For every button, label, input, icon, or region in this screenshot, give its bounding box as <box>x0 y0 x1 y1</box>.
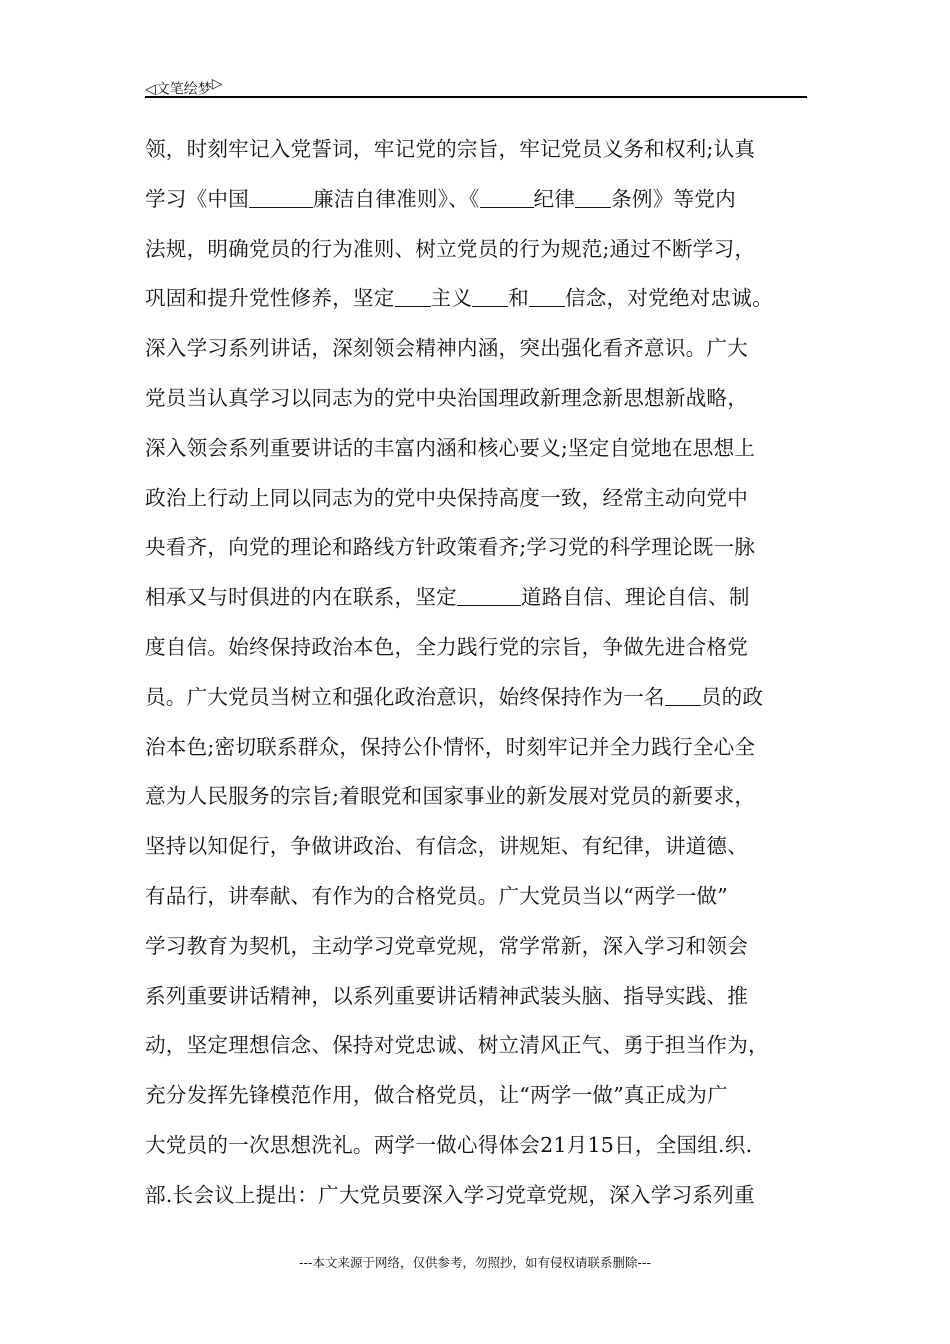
text-segment: 有品行，讲奉献、有作为的合格党员。广大党员当以“两学一做” <box>145 883 728 908</box>
fill-blank <box>395 284 431 307</box>
text-segment: 巩固和提升党性修养，坚定 <box>145 286 395 311</box>
text-line <box>145 1021 810 1071</box>
text-segment: 学习教育为契机，主动学习党章党规，常学常新，深入学习和领会 <box>145 933 749 958</box>
text-segment: 度自信。始终保持政治本色，全力践行党的宗旨，争做先进合格党 <box>145 634 749 659</box>
text-segment: 治本色;密切联系群众，保持公仆情怀，时刻牢记并全力践行全心全 <box>145 734 756 759</box>
text-line <box>145 822 810 872</box>
text-line <box>145 872 810 922</box>
text-segment: 政治上行动上同以同志为的党中央保持高度一致，经常主动向党中 <box>145 485 749 510</box>
footer-note: ---本文来源于网络，仅供参考，勿照抄，如有侵权请联系删除--- <box>298 1255 652 1270</box>
text-segment: 相承又与时俱进的内在联系，坚定 <box>145 585 457 610</box>
text-segment: 坚持以知促行，争做讲政治、有信念，讲规矩、有纪律，讲道德、 <box>145 834 749 859</box>
text-segment: 大党员的一次思想洗礼。两学一做心得体会21月15日，全国组.织. <box>145 1132 753 1157</box>
document-body <box>145 125 810 1221</box>
text-segment: 纪律 <box>533 186 576 211</box>
text-line <box>145 125 810 175</box>
text-segment: 和 <box>508 286 529 311</box>
text-line <box>145 424 810 474</box>
text-segment: 员的政 <box>700 684 764 709</box>
text-line <box>145 772 810 822</box>
fill-blank <box>472 284 508 307</box>
text-segment: 党员当认真学习以同志为的党中央治国理政新理念新思想新战略， <box>145 385 749 410</box>
text-segment: 深入领会系列重要讲话的丰富内涵和核心要义;坚定自觉地在思想上 <box>145 435 756 460</box>
left-triangle-icon: ◁ <box>145 81 156 98</box>
text-line <box>145 972 810 1022</box>
text-segment: 法规，明确党员的行为准则、树立党员的行为规范;通过不断学习， <box>145 236 756 261</box>
text-line <box>145 274 810 324</box>
text-segment: 廉洁自律准则》、《 <box>312 186 480 211</box>
fill-blank <box>249 185 313 208</box>
text-segment: 充分发挥先锋模范作用，做合格党员，让“两学一做”真正成为广 <box>145 1083 728 1108</box>
text-line <box>145 175 810 225</box>
fill-blank <box>529 284 565 307</box>
text-segment: 学习《中国 <box>145 186 249 211</box>
page-header <box>145 74 807 98</box>
text-segment: 信念，对党绝对忠诚。 <box>564 286 773 311</box>
header-title: 文笔绘梦 <box>155 81 212 98</box>
fill-blank <box>480 185 534 208</box>
text-line <box>145 474 810 524</box>
text-line <box>145 324 810 374</box>
text-line <box>145 225 810 275</box>
text-line <box>145 573 810 623</box>
text-line <box>145 723 810 773</box>
text-segment: 动，坚定理想信念、保持对党忠诚、树立清风正气、勇于担当作为， <box>145 1033 769 1058</box>
text-line <box>145 523 810 573</box>
text-segment: 意为人民服务的宗旨;着眼党和国家事业的新发展对党员的新要求， <box>145 784 756 809</box>
text-segment: 系列重要讲话精神，以系列重要讲话精神武装头脑、指导实践、推 <box>145 983 749 1008</box>
text-segment: 主义 <box>430 286 473 311</box>
text-segment: 深入学习系列讲话，深刻领会精神内涵，突出强化看齐意识。广大 <box>145 336 749 361</box>
text-segment: 条例》等党内 <box>611 186 736 211</box>
text-line <box>145 673 810 723</box>
fill-blank <box>457 583 521 606</box>
text-line <box>145 623 810 673</box>
text-line <box>145 1121 810 1171</box>
text-line <box>145 1171 810 1221</box>
text-segment: 部.长会议上提出：广大党员要深入学习党章党规，深入学习系列重 <box>145 1182 755 1207</box>
text-segment: 员。广大党员当树立和强化政治意识，始终保持作为一名 <box>145 684 665 709</box>
text-segment: 央看齐，向党的理论和路线方针政策看齐;学习党的科学理论既一脉 <box>145 535 756 560</box>
fill-blank <box>665 683 701 706</box>
text-line <box>145 922 810 972</box>
text-segment: 领，时刻牢记入党誓词，牢记党的宗旨，牢记党员义务和权利;认真 <box>145 137 756 161</box>
text-segment: 道路自信、理论自信、制 <box>520 585 750 610</box>
text-line <box>145 1071 810 1121</box>
text-line <box>145 374 810 424</box>
right-triangle-icon: ▷ <box>211 76 223 92</box>
fill-blank <box>575 185 611 208</box>
